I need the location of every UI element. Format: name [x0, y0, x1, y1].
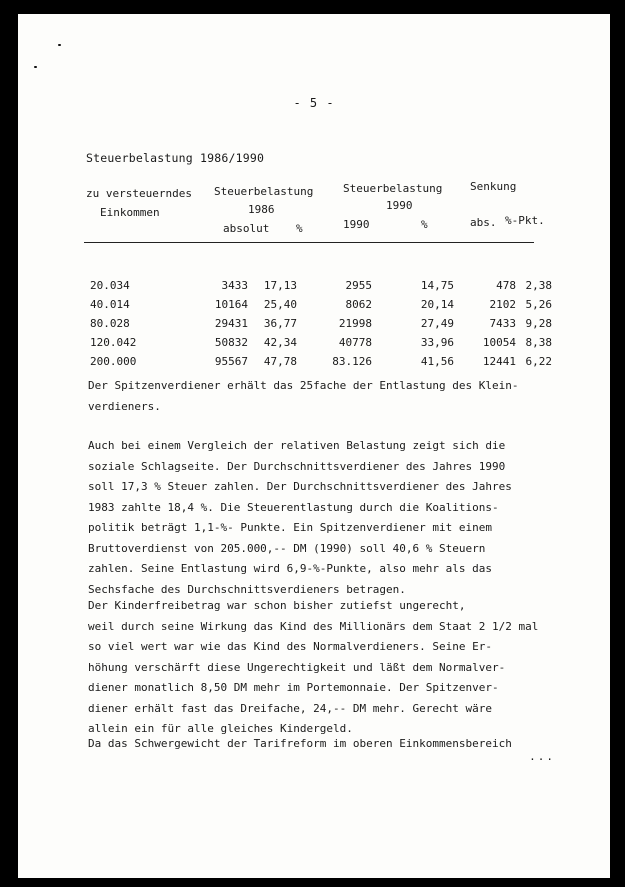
cell-pct-1990: 14,75 [420, 279, 454, 292]
table-row [18, 279, 610, 295]
section-title: Steuerbelastung 1986/1990 [86, 151, 265, 165]
page-number: - 5 - [293, 96, 335, 110]
paragraph-relative-burden [88, 436, 568, 600]
header-burden-1986-line1: Steuerbelastung [214, 185, 314, 198]
cell-reduction-pkt: 8,38 [525, 336, 552, 349]
header-burden-1986-line2: 1986 [248, 203, 275, 216]
cell-pct-1990: 33,96 [420, 336, 454, 349]
text-line: politik beträgt 1,1-%- Punkte. Ein Spitzenverdiener mit einem [88, 521, 492, 534]
header-income-line2: Einkommen [100, 206, 160, 219]
text-line: Bruttoverdienst von 205.000,-- DM (1990) soll 40,6 % Steuern [88, 541, 486, 555]
paragraph-tariff-reform [88, 734, 568, 755]
cell-income: 20.034 [90, 279, 130, 292]
cell-reduction-pkt: 9,28 [525, 317, 552, 330]
text-line: diener monatlich 8,50 DM mehr im Portemonnaie. Der Spitzenver- [88, 681, 499, 694]
cell-reduction-abs: 2102 [489, 298, 516, 311]
cell-reduction-pkt: 6,22 [525, 355, 552, 368]
cell-abs-1986: 29431 [214, 317, 248, 330]
cell-abs-1990: 40778 [338, 336, 372, 349]
text-line: soziale Schlagseite. Der Durchschnittsverdiener des Jahres 1990 [88, 459, 506, 473]
cell-abs-1990: 2955 [345, 279, 372, 292]
cell-reduction-abs: 12441 [482, 355, 516, 368]
text-line: Der Kinderfreibetrag war schon bisher zutiefst ungerecht, [88, 599, 466, 612]
text-line: diener erhält fast das Dreifache, 24,-- DM mehr. Gerecht wäre [88, 701, 492, 715]
text-line: allein ein für alle gleiches Kindergeld. [88, 722, 353, 735]
header-reduction: Senkung [470, 180, 517, 193]
text-line: Der Spitzenverdiener erhält das 25fache der Entlastung des Klein- [88, 379, 519, 392]
text-line: Da das Schwergewicht der Tarifreform im oberen Einkommensbereich [88, 737, 512, 750]
header-burden-1986-pct: % [296, 222, 303, 235]
cell-pct-1990: 20,14 [420, 298, 454, 311]
cell-pct-1986: 17,13 [263, 279, 297, 292]
table-row [18, 298, 610, 314]
header-burden-1990-pct: % [421, 218, 428, 231]
text-line: verdieners. [88, 399, 161, 413]
cell-pct-1986: 42,34 [263, 336, 297, 349]
text-line: Auch bei einem Vergleich der relativen Belastung zeigt sich die [88, 439, 506, 452]
scan-speck [34, 66, 37, 68]
cell-pct-1986: 25,40 [263, 298, 297, 311]
cell-abs-1986: 95567 [214, 355, 248, 368]
cell-income: 200.000 [90, 355, 137, 368]
table-row [18, 336, 610, 352]
header-income-line1: zu versteuerndes [86, 187, 192, 200]
cell-income: 120.042 [90, 336, 137, 349]
text-line: höhung verschärft diese Ungerechtigkeit und läßt dem Normalver- [88, 660, 506, 674]
cell-pct-1990: 41,56 [420, 355, 454, 368]
header-burden-1986-abs: absolut [223, 222, 270, 235]
cell-abs-1986: 3433 [221, 279, 248, 292]
continuation-marker: ... [529, 750, 555, 763]
scan-speck [58, 44, 61, 46]
text-line: Sechsfache des Durchschnittsverdieners betragen. [88, 582, 406, 596]
cell-pct-1990: 27,49 [420, 317, 454, 330]
header-burden-1990-line1: Steuerbelastung [343, 182, 443, 195]
cell-abs-1990: 8062 [345, 298, 372, 311]
document-page [18, 14, 610, 878]
cell-abs-1990: 21998 [338, 317, 372, 330]
cell-reduction-pkt: 2,38 [525, 279, 552, 292]
header-reduction-abs: abs. [470, 216, 497, 229]
header-burden-1990-abs: 1990 [343, 218, 370, 231]
cell-income: 80.028 [90, 317, 130, 330]
cell-abs-1986: 10164 [214, 298, 248, 311]
text-line: soll 17,3 % Steuer zahlen. Der Durchschnittsverdiener des Jahres [88, 480, 512, 493]
cell-reduction-abs: 10054 [482, 336, 516, 349]
text-line: 1983 zahlte 18,4 %. Die Steuerentlastung durch die Koalitions- [88, 500, 499, 514]
paragraph-child-allowance [88, 596, 568, 740]
table-row [18, 317, 610, 333]
paragraph-relief-ratio [88, 376, 568, 417]
cell-pct-1986: 47,78 [263, 355, 297, 368]
cell-income: 40.014 [90, 298, 130, 311]
table-row [18, 355, 610, 371]
text-line: zahlen. Seine Entlastung wird 6,9-%-Punkte, also mehr als das [88, 562, 492, 575]
cell-reduction-pkt: 5,26 [525, 298, 552, 311]
cell-reduction-abs: 7433 [489, 317, 516, 330]
header-burden-1990-line2: 1990 [386, 199, 413, 212]
cell-abs-1986: 50832 [214, 336, 248, 349]
cell-abs-1990: 83.126 [332, 355, 372, 368]
text-line: so viel wert war wie das Kind des Normalverdieners. Seine Er- [88, 640, 492, 653]
header-reduction-pkt: %-Pkt. [505, 214, 545, 227]
table-rule [84, 242, 534, 243]
cell-pct-1986: 36,77 [263, 317, 297, 330]
cell-reduction-abs: 478 [496, 279, 516, 292]
text-line: weil durch seine Wirkung das Kind des Millionärs dem Staat 2 1/2 mal [88, 619, 539, 633]
